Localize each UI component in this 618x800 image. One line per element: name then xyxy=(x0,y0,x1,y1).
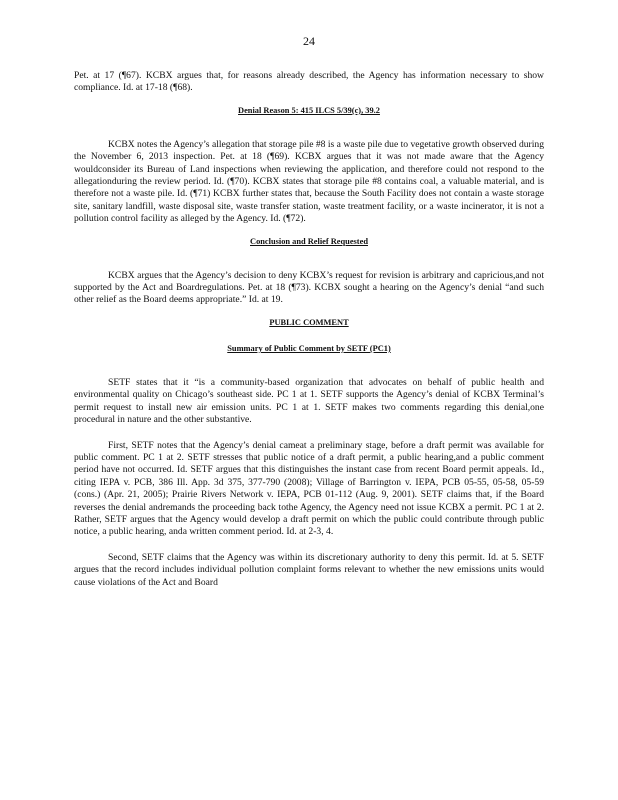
section-heading-public-comment xyxy=(74,317,544,329)
page-number: 24 xyxy=(303,34,315,48)
paragraph-setf-summary: SETF states that it “is a community-based organization that advocates on behalf of public health and environmental quality on Chicago’s southeast side. PC 1 at 1. SETF supports the Agency’s denial of KCBX Terminal’s permit request to install new air emission units. PC 1 at 1. SETF makes two comments regarding this denial,one procedural in nature and the other substantive. xyxy=(74,376,544,426)
paragraph-conclusion: KCBX argues that the Agency’s decision to deny KCBX’s request for revision is arbitrary and capricious,and not supported by the Act and Boardregulations. Pet. at 18 (¶73). KCBX sought a hearing on the Agency’s denial “and such other relief as the Board deems appropriate.” Id. at 19. xyxy=(74,269,544,306)
paragraph-continuation: Pet. at 17 (¶67). KCBX argues that, for reasons already described, the Agency has information necessary to show compliance. Id. at 17-18 (¶68). xyxy=(74,70,544,94)
subsection-heading-text: Summary of Public Comment by SETF (PC1) xyxy=(227,343,391,353)
paragraph-setf-first: First, SETF notes that the Agency’s denial cameat a preliminary stage, before a draft permit was available for public comment. PC 1 at 2. SETF stresses that public notice of a draft permit, a public hearing,and a public comment period have not occurred. Id. SETF argues that this distinguishes the instant case from recent Board permit appeals. Id., citing IEPA v. PCB, 386 Ill. App. 3d 375, 377-790 (2008); Village of Barrington v. IEPA, PCB 05-55, 05-58, 05-59 (cons.) (Apr. 21, 2005); Prairie Rivers Network v. IEPA, PCB 01-112 (Aug. 9, 2001). SETF claims that, if the Board reverses the denial andremands the proceeding back tothe Agency, the Agency need not issue KCBX a permit. PC 1 at 2. Rather, SETF argues that the Agency would develop a draft permit on which the public could contribute through public notice, a public hearing, anda written comment period. Id. at 2-3, 4. xyxy=(74,439,544,538)
section-heading-wrap xyxy=(74,105,544,117)
section-heading-text: Denial Reason 5: 415 ILCS 5/39(c), 39.2 xyxy=(238,105,380,115)
paragraph-gap xyxy=(74,427,544,440)
section-heading-text: PUBLIC COMMENT xyxy=(269,317,349,327)
paragraph-denial-reason-5: KCBX notes the Agency’s allegation that storage pile #8 is a waste pile due to vegetative growth observed during the November 6, 2013 inspection. Pet. at 18 (¶69). KCBX argues that it was not made aware that the Agency wouldconsider its Bureau of Land inspections when reviewing the application, and therefore could not respond to the allegationduring the review period. Id. (¶70). KCBX states that storage pile #8 contains coal, a valuable material, and is therefore not a waste pile. Id. (¶71) KCBX further states that, because the South Facility does not contain a waste storage site, sanitary landfill, waste disposal site, waste transfer station, waste treatment facility, or a waste incinerator, it is not a pollution control facility as alleged by the Agency. Id. (¶72). xyxy=(74,138,544,225)
section-heading-conclusion xyxy=(74,236,544,248)
section-heading-wrap xyxy=(74,236,544,248)
paragraph-gap xyxy=(74,539,544,552)
subsection-heading-summary-setf xyxy=(74,343,544,355)
page-content xyxy=(74,70,544,589)
paragraph-setf-second: Second, SETF claims that the Agency was within its discretionary authority to deny this permit. Id. at 5. SETF argues that the record includes individual pollution complaint forms relevant to whether the new emissions units would cause violations of the Act and Board xyxy=(74,551,544,588)
section-heading-denial-reason-5 xyxy=(74,105,544,117)
section-heading-text: Conclusion and Relief Requested xyxy=(250,236,368,246)
section-heading-wrap xyxy=(74,317,544,355)
